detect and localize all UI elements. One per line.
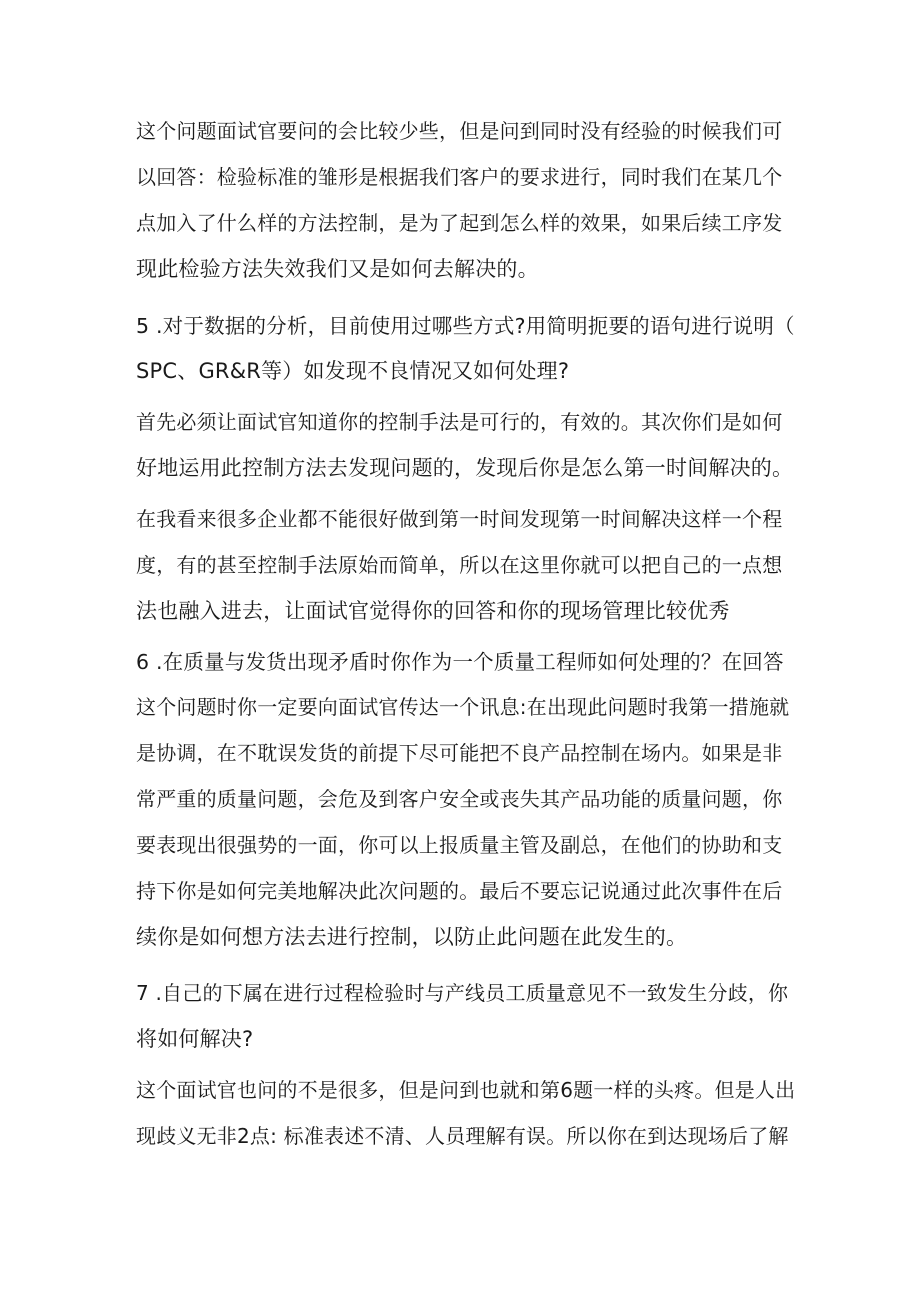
paragraph-line: 现歧义无非2点: 标准表述不清、人员理解有误。所以你在到达现场后了解 [136,1124,789,1148]
paragraph-line: 在我看来很多企业都不能很好做到第一时间发现第一时间解决这样一个程 [136,507,783,531]
paragraph-line: 这个问题时你一定要向面试官传达一个讯息:在出现此问题时我第一措施就 [136,695,790,719]
paragraph-line: 度，有的甚至控制手法原始而简单，所以在这里你就可以把自己的一点想 [136,553,783,577]
paragraph-line: 要表现出很强势的一面，你可以上报质量主管及副总，在他们的协助和支 [136,833,783,857]
paragraph-line: 好地运用此控制方法去发现问题的，发现后你是怎么第一时间解决的。 [136,456,794,480]
question-heading: SPC、GR&R等）如发现不良情况又如何处理? [136,359,570,383]
question-heading: 6 .在质量与发货出现矛盾时你作为一个质量工程师如何处理的？在回答 [136,650,784,674]
paragraph-line: 法也融入进去，让面试官觉得你的回答和你的现场管理比较优秀 [136,599,730,623]
paragraph-line: 以回答：检验标准的雏形是根据我们客户的要求进行，同时我们在某几个 [136,165,783,189]
paragraph-line: 这个面试官也问的不是很多，但是问到也就和第6题一样的头疼。但是人出 [136,1078,796,1102]
paragraph-line: 续你是如何想方法去进行控制，以防止此问题在此发生的。 [136,925,688,949]
paragraph-line: 这个问题面试官要问的会比较少些，但是问到同时没有经验的时候我们可 [136,119,783,143]
paragraph-line: 是协调，在不耽误发货的前提下尽可能把不良产品控制在场内。如果是非 [136,741,783,765]
paragraph-line: 现此检验方法失效我们又是如何去解决的。 [136,257,539,281]
paragraph-line: 首先必须让面试官知道你的控制手法是可行的，有效的。其次你们是如何 [136,410,783,434]
paragraph-line: 持下你是如何完美地解决此次问题的。最后不要忘记说通过此次事件在后 [136,879,783,903]
paragraph-line: 常严重的质量问题，会危及到客户安全或丧失其产品功能的质量问题，你 [136,787,783,811]
question-heading: 7 .自己的下属在进行过程检验时与产线员工质量意见不一致发生分歧，你 [136,981,789,1005]
question-heading: 5 .对于数据的分析，目前使用过哪些方式?用简明扼要的语句进行说明（ [136,314,795,338]
question-heading: 将如何解决? [136,1027,254,1051]
paragraph-line: 点加入了什么样的方法控制，是为了起到怎么样的效果，如果后续工序发 [136,211,783,235]
